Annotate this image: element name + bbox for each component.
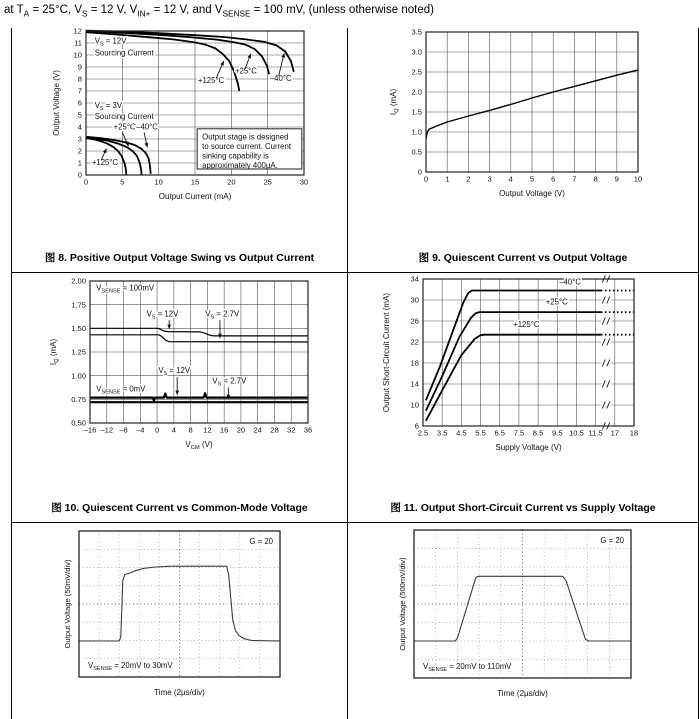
svg-text:10: 10 bbox=[154, 177, 163, 187]
svg-text:0: 0 bbox=[423, 174, 429, 184]
svg-text:6: 6 bbox=[414, 421, 419, 431]
svg-text:11: 11 bbox=[74, 38, 82, 48]
figure-grid bbox=[11, 28, 699, 719]
figure-9-chart bbox=[348, 28, 696, 216]
svg-text:3.5: 3.5 bbox=[411, 28, 422, 37]
svg-text:30: 30 bbox=[299, 177, 309, 187]
svg-text:7.5: 7.5 bbox=[513, 428, 525, 438]
svg-text:–4: –4 bbox=[136, 425, 145, 435]
svg-text:10: 10 bbox=[633, 174, 643, 184]
svg-text:8: 8 bbox=[593, 174, 598, 184]
svg-text:6.5: 6.5 bbox=[494, 428, 506, 438]
svg-text:3: 3 bbox=[487, 174, 492, 184]
svg-text:VS = 2.7V: $V_S = 2.7V$ bbox=[212, 376, 247, 388]
svg-text:0.75: 0.75 bbox=[71, 394, 86, 404]
figure-9-panel bbox=[348, 28, 698, 273]
svg-text:17: 17 bbox=[610, 428, 620, 438]
svg-text:Output Voltage (500mV/div): Output Voltage (500mV/div) bbox=[398, 557, 407, 651]
svg-text:Output stage is designed: Output stage is designed bbox=[202, 132, 289, 142]
svg-text:15: 15 bbox=[190, 177, 200, 187]
figure-13-panel bbox=[348, 523, 698, 719]
svg-text:Output Voltage (V): Output Voltage (V) bbox=[52, 70, 61, 136]
svg-text:8: 8 bbox=[77, 74, 82, 84]
svg-text:1.75: 1.75 bbox=[71, 300, 86, 310]
svg-text:3.5: 3.5 bbox=[436, 428, 448, 438]
svg-text:Output Voltage (V): Output Voltage (V) bbox=[499, 189, 565, 198]
svg-text:1.25: 1.25 bbox=[71, 347, 86, 357]
figure-11-caption: 图 11. Output Short-Circuit Current vs Supply Voltage bbox=[390, 502, 656, 514]
figure-10-panel bbox=[12, 273, 348, 523]
svg-text:6: 6 bbox=[77, 98, 82, 108]
svg-text:3.0: 3.0 bbox=[411, 47, 422, 57]
svg-text:VSENSE = 100mV: $V_{SENSE} = 100mV$ bbox=[96, 283, 155, 295]
svg-text:2.5: 2.5 bbox=[411, 67, 422, 77]
svg-text:sinking capability is: sinking capability is bbox=[202, 151, 269, 161]
svg-text:2: 2 bbox=[466, 174, 471, 184]
svg-text:4: 4 bbox=[171, 425, 176, 435]
svg-text:0.50: 0.50 bbox=[71, 418, 86, 428]
svg-text:5: 5 bbox=[77, 110, 82, 120]
svg-text:28: 28 bbox=[270, 425, 279, 435]
svg-text:IQ (mA): $I_Q$ (mA) bbox=[49, 338, 60, 366]
svg-text:24: 24 bbox=[253, 425, 262, 435]
svg-text:to source current. Current: to source current. Current bbox=[202, 141, 292, 151]
figure-9-caption: 图 9. Quiescent Current vs Output Voltage bbox=[418, 252, 628, 264]
svg-text:VCM (V): $V_{CM}$ (V) bbox=[185, 440, 213, 451]
svg-text:+25°C: +25°C bbox=[113, 122, 136, 132]
svg-text:1: 1 bbox=[77, 158, 82, 168]
svg-text:32: 32 bbox=[287, 425, 296, 435]
svg-text:1.00: 1.00 bbox=[71, 371, 86, 381]
svg-text:1.5: 1.5 bbox=[411, 107, 422, 117]
svg-text:VSENSE = 20mV to 110mV: $V_{SENSE} = 20mV$ to 110mV bbox=[423, 662, 512, 673]
svg-text:Time (2µs/div): Time (2µs/div) bbox=[497, 689, 548, 698]
svg-text:+125°C: +125°C bbox=[91, 157, 119, 167]
svg-text:4.5: 4.5 bbox=[456, 428, 467, 438]
svg-text:2.00: 2.00 bbox=[71, 276, 86, 286]
figure-12-chart bbox=[12, 523, 347, 701]
svg-text:G = 20: G = 20 bbox=[600, 536, 624, 545]
svg-text:1: 1 bbox=[445, 174, 450, 184]
figure-11-chart bbox=[348, 273, 696, 461]
conditions-text: at $T_A = 25^\circ C$, $V_S = 12$ V, $V_{IN+} = 12$ V, and $V_{SENSE} = 100$ mV, (unless otherwise noted) bbox=[4, 4, 434, 19]
svg-text:12: 12 bbox=[73, 28, 82, 36]
svg-text:9: 9 bbox=[77, 62, 82, 72]
svg-text:1.0: 1.0 bbox=[411, 127, 422, 137]
svg-text:3: 3 bbox=[77, 134, 82, 144]
svg-text:18: 18 bbox=[629, 428, 639, 438]
svg-text:7: 7 bbox=[572, 174, 577, 184]
svg-text:–40°C: –40°C bbox=[269, 73, 292, 83]
svg-text:8.5: 8.5 bbox=[532, 428, 544, 438]
figure-8-panel bbox=[12, 28, 348, 273]
svg-text:25: 25 bbox=[263, 177, 272, 187]
svg-text:7: 7 bbox=[77, 86, 82, 96]
svg-text:1.50: 1.50 bbox=[71, 323, 86, 333]
svg-text:8: 8 bbox=[188, 425, 193, 435]
svg-text:30: 30 bbox=[410, 295, 419, 305]
svg-text:Time (2µs/div): Time (2µs/div) bbox=[154, 688, 205, 697]
svg-text:10: 10 bbox=[410, 400, 419, 410]
svg-text:5.5: 5.5 bbox=[475, 428, 486, 438]
svg-text:6: 6 bbox=[551, 174, 556, 184]
svg-text:–12: –12 bbox=[100, 425, 114, 435]
svg-text:–40°C: –40°C bbox=[136, 122, 158, 132]
svg-text:22: 22 bbox=[410, 337, 419, 347]
svg-text:10: 10 bbox=[73, 50, 82, 60]
svg-text:14: 14 bbox=[410, 379, 419, 389]
svg-text:Sourcing Current: Sourcing Current bbox=[94, 112, 154, 122]
svg-text:0: 0 bbox=[77, 170, 82, 180]
svg-text:+25°C: +25°C bbox=[545, 297, 568, 307]
svg-text:9: 9 bbox=[614, 174, 619, 184]
svg-text:Output Short-Circuit Current (: Output Short-Circuit Current (mA) bbox=[382, 292, 391, 413]
svg-text:0.5: 0.5 bbox=[411, 147, 422, 157]
svg-text:0: 0 bbox=[83, 177, 89, 187]
svg-text:20: 20 bbox=[236, 425, 246, 435]
svg-text:26: 26 bbox=[410, 316, 419, 326]
svg-text:–16: –16 bbox=[83, 425, 97, 435]
svg-text:VS = 12V: $V_S = 12V$ bbox=[94, 36, 127, 48]
figure-13-chart bbox=[348, 523, 696, 701]
svg-text:VS = 12V: $V_S = 12V$ bbox=[146, 309, 179, 321]
svg-text:VSENSE = 0mV: $V_{SENSE} = 0mV$ bbox=[96, 384, 146, 396]
svg-text:Output Current (mA): Output Current (mA) bbox=[158, 192, 232, 201]
svg-text:11.5: 11.5 bbox=[588, 428, 603, 438]
svg-text:+25°C: +25°C bbox=[234, 66, 257, 76]
svg-text:–8: –8 bbox=[119, 425, 128, 435]
svg-text:VS = 12V: $V_S = 12V$ bbox=[158, 365, 191, 377]
svg-text:5: 5 bbox=[120, 177, 125, 187]
svg-text:4: 4 bbox=[508, 174, 513, 184]
svg-text:2.0: 2.0 bbox=[411, 87, 422, 97]
svg-text:Output Voltage (50mV/div): Output Voltage (50mV/div) bbox=[63, 559, 72, 649]
svg-text:34: 34 bbox=[410, 274, 419, 284]
svg-text:G = 20: G = 20 bbox=[249, 537, 273, 546]
svg-text:Sourcing Current: Sourcing Current bbox=[94, 48, 154, 58]
svg-text:9.5: 9.5 bbox=[551, 428, 563, 438]
svg-text:16: 16 bbox=[219, 425, 229, 435]
svg-text:IQ (mA): $I_Q$ (mA) bbox=[389, 88, 400, 116]
svg-text:approximately 400µA.: approximately 400µA. bbox=[202, 161, 278, 171]
figure-10-caption: 图 10. Quiescent Current vs Common-Mode Voltage bbox=[51, 502, 308, 514]
svg-text:VS = 3V: $V_S = 3V$ bbox=[94, 100, 123, 112]
svg-text:2.5: 2.5 bbox=[417, 428, 429, 438]
svg-text:VS = 2.7V: $V_S = 2.7V$ bbox=[205, 309, 240, 321]
figure-8-chart bbox=[12, 28, 347, 216]
svg-text:5: 5 bbox=[529, 174, 535, 184]
svg-text:+125°C: +125°C bbox=[513, 319, 540, 329]
svg-text:Supply Voltage (V): Supply Voltage (V) bbox=[495, 443, 562, 452]
svg-text:20: 20 bbox=[227, 177, 236, 187]
svg-text:36: 36 bbox=[303, 425, 313, 435]
svg-text:10.5: 10.5 bbox=[569, 428, 584, 438]
figure-11-panel bbox=[348, 273, 698, 523]
svg-text:VSENSE = 20mV to 30mV: $V_{SENSE} = 20mV$ to 30mV bbox=[88, 661, 173, 672]
svg-text:0: 0 bbox=[417, 167, 422, 177]
svg-text:0: 0 bbox=[154, 425, 160, 435]
svg-text:+125°C: +125°C bbox=[197, 76, 225, 86]
figure-8-caption: 图 8. Positive Output Voltage Swing vs Output Current bbox=[44, 252, 315, 264]
svg-text:2: 2 bbox=[77, 146, 82, 156]
svg-text:4: 4 bbox=[77, 122, 82, 132]
svg-text:–40°C: –40°C bbox=[559, 277, 581, 287]
figure-10-chart bbox=[12, 273, 347, 461]
svg-text:12: 12 bbox=[203, 425, 212, 435]
svg-text:18: 18 bbox=[410, 358, 419, 368]
figure-12-panel bbox=[12, 523, 348, 719]
